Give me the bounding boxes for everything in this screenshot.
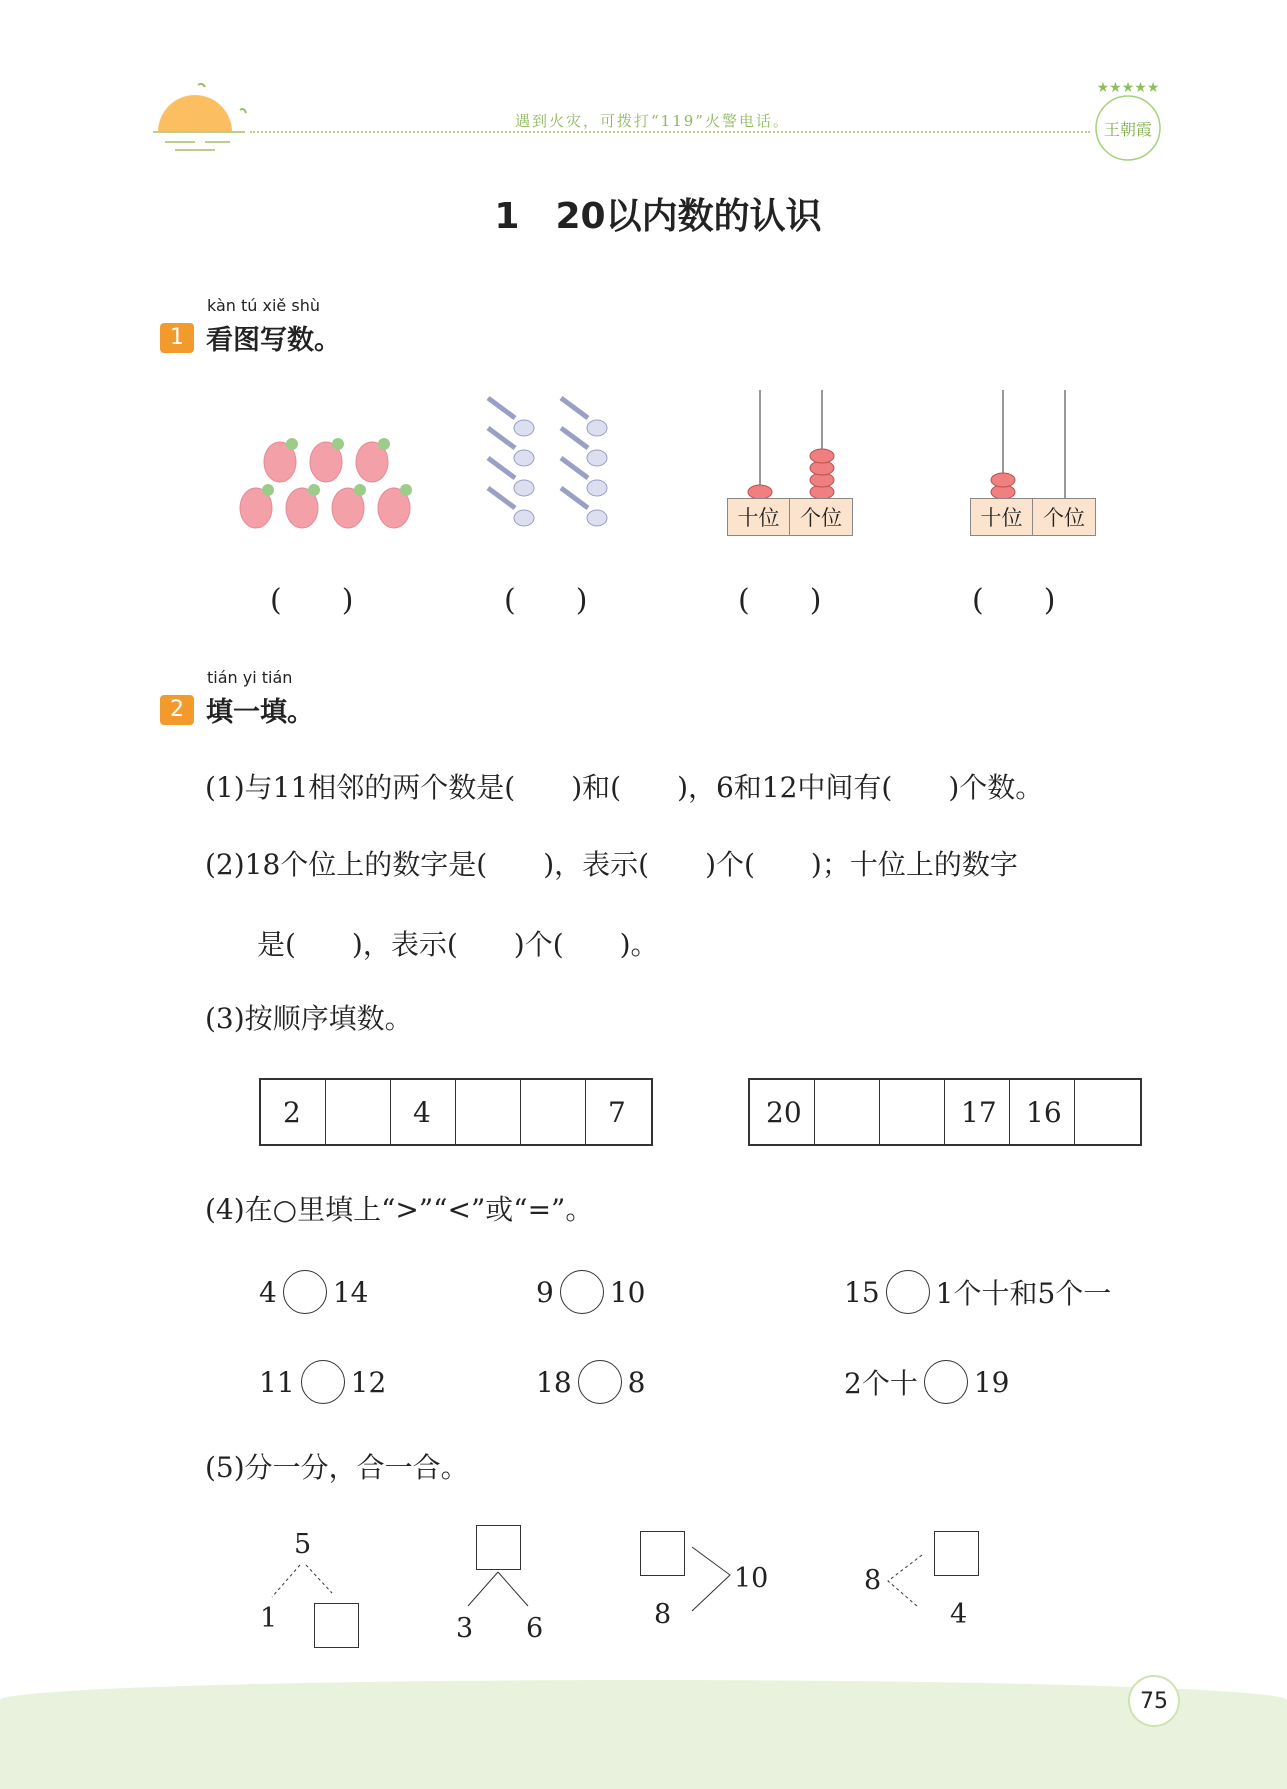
seq-cell[interactable]: [326, 1080, 391, 1144]
ones-label: 个位: [1043, 506, 1085, 530]
answer-blank-4[interactable]: ( ): [972, 583, 1056, 618]
seq-cell[interactable]: [521, 1080, 586, 1144]
section2-number: 2: [160, 695, 194, 725]
abacus-1-label: [727, 498, 853, 536]
compare-item: [536, 1270, 645, 1314]
left-value: 4: [259, 1275, 277, 1309]
compare-item: [259, 1270, 368, 1314]
left-value: 11: [259, 1365, 295, 1399]
seq-cell: 17: [945, 1080, 1010, 1144]
question-4: (4)在○里填上“>”“<”或“=”。: [205, 1193, 594, 1226]
section1-heading: [160, 318, 341, 357]
section1-number: 1: [160, 323, 194, 353]
bond-left: 1: [260, 1603, 278, 1634]
seq-cell: 16: [1010, 1080, 1075, 1144]
question-3: (3)按顺序填数。: [205, 1002, 413, 1035]
compare-circle[interactable]: [283, 1270, 327, 1314]
footer-background: [0, 1680, 1287, 1789]
tens-label: 十位: [971, 499, 1033, 535]
section2-title: 填一填。: [206, 697, 314, 728]
number-bond-4: [860, 1515, 990, 1655]
bond-lines: [690, 1545, 740, 1625]
question-5: (5)分一分，合一合。: [205, 1451, 469, 1484]
sequence-descending: [748, 1078, 1142, 1146]
compare-circle[interactable]: [301, 1360, 345, 1404]
answer-box[interactable]: [934, 1531, 979, 1576]
compare-circle[interactable]: [560, 1270, 604, 1314]
number-bond-2: [450, 1515, 580, 1655]
left-value: 2个十: [844, 1367, 918, 1400]
compare-item: [844, 1270, 1111, 1314]
compare-circle[interactable]: [886, 1270, 930, 1314]
seq-cell: 4: [391, 1080, 456, 1144]
abacus-1-rods: [727, 385, 857, 500]
section2-pinyin: tián yi tián: [207, 668, 293, 687]
svg-text:王朝霞: 王朝霞: [1103, 120, 1153, 139]
sequence-ascending: [259, 1078, 653, 1146]
seq-cell[interactable]: [880, 1080, 945, 1144]
seq-cell: 2: [261, 1080, 326, 1144]
answer-blank-3[interactable]: ( ): [738, 583, 822, 618]
seq-cell[interactable]: [815, 1080, 880, 1144]
left-value: 18: [536, 1365, 572, 1399]
bond-left: 8: [864, 1565, 882, 1596]
number-bond-1: [250, 1515, 380, 1655]
answer-blank-1[interactable]: ( ): [270, 583, 354, 618]
sunset-icon: [150, 80, 250, 155]
right-value: 10: [609, 1275, 646, 1309]
right-value: 1个十和5个一: [935, 1277, 1112, 1310]
strawberries-picture: [230, 430, 420, 535]
spoons-picture: [480, 390, 615, 535]
section1-title: 看图写数。: [206, 325, 341, 356]
question-2a: (2)18个位上的数字是( )，表示( )个( )；十位上的数字: [205, 848, 1018, 881]
answer-box[interactable]: [640, 1531, 685, 1576]
compare-item: [259, 1360, 386, 1404]
answer-box[interactable]: [476, 1525, 521, 1570]
right-value: 19: [973, 1365, 1010, 1399]
answer-blank-2[interactable]: ( ): [504, 583, 588, 618]
bond-right: 6: [526, 1613, 544, 1644]
compare-item: [536, 1360, 645, 1404]
seq-cell[interactable]: [456, 1080, 521, 1144]
tens-label: 十位: [728, 499, 790, 535]
answer-box[interactable]: [314, 1603, 359, 1648]
bond-bottom: 4: [950, 1599, 968, 1630]
page-number: 75: [1128, 1675, 1180, 1727]
section2-heading: [160, 690, 314, 729]
question-1: (1)与11相邻的两个数是( )和( )，6和12中间有( )个数。: [205, 771, 1044, 804]
seq-cell: 20: [750, 1080, 815, 1144]
bond-left: 3: [456, 1613, 474, 1644]
abacus-2-label: [970, 498, 1096, 536]
seq-cell[interactable]: [1075, 1080, 1140, 1144]
bond-top: 5: [294, 1529, 312, 1560]
section1-pinyin: kàn tú xiě shù: [207, 296, 320, 315]
bond-bottom: 8: [654, 1599, 672, 1630]
compare-circle[interactable]: [578, 1360, 622, 1404]
number-bond-3: [630, 1515, 790, 1655]
question-2b: 是( )，表示( )个( )。: [257, 928, 659, 961]
abacus-2-rods: [970, 385, 1100, 500]
ones-label: 个位: [800, 506, 842, 530]
compare-circle[interactable]: [924, 1360, 968, 1404]
header-tip: 遇到火灾，可拨打“119”火警电话。: [515, 112, 790, 130]
svg-text:★★★★★: ★★★★★: [1096, 80, 1160, 96]
right-value: 14: [332, 1275, 369, 1309]
page-title: 1 20以内数的认识: [494, 196, 822, 237]
compare-item: [844, 1360, 1009, 1404]
seq-cell: 7: [608, 1095, 626, 1129]
header-divider: [250, 131, 1090, 133]
logo-seal-icon: [1090, 80, 1166, 170]
bond-lines: [268, 1563, 338, 1603]
bond-lines: [460, 1570, 540, 1610]
right-value: 12: [350, 1365, 387, 1399]
bond-right: 10: [734, 1563, 769, 1594]
left-value: 15: [844, 1275, 880, 1309]
left-value: 9: [536, 1275, 554, 1309]
right-value: 8: [627, 1365, 646, 1399]
